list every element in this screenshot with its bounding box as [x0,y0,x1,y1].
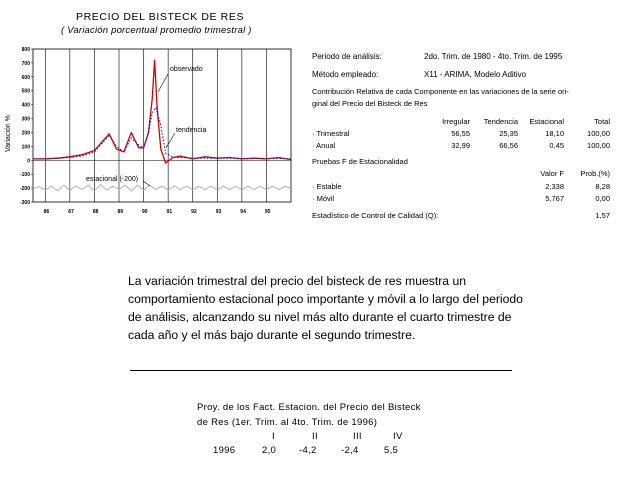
x-tick-label: 87 [68,209,74,215]
projection-header: I [272,431,275,442]
projection-row-label: 1996 [213,445,236,456]
line-chart [0,40,300,220]
y-tick-label: 500 [21,88,30,95]
y-tick-label: 300 [21,116,30,123]
x-tick-label: 90 [142,209,148,215]
x-tick-label: 91 [166,209,173,215]
ftests-title: Pruebas F de Estacionalidad [312,157,408,166]
x-tick-label: 92 [191,209,197,215]
ftests-cell: 5,767 [545,194,564,203]
period-label: Periodo de análisis: [312,52,382,61]
plot-area [33,49,291,202]
ftests-row-label: · Estable [312,182,342,191]
y-tick-label: 100 [21,144,30,151]
contrib-title-1: Contribución Relativa de cada Componente en las variaciones de la serie ori- [312,87,569,96]
y-tick-label: 700 [21,60,30,67]
chart-subtitle: ( Variación porcentual promedio trimestral ) [61,25,252,36]
x-tick-label: 88 [92,209,99,215]
contrib-cell: 56,55 [451,129,470,138]
contrib-row-label: · Trimestral [312,129,350,138]
projection-header: IV [393,431,403,442]
x-tick-label: 89 [117,209,124,215]
annotation-observed: observado [170,66,203,73]
y-axis-label: Variación % [5,115,12,152]
y-tick-label: 200 [21,130,30,137]
contrib-header-irregular: Irregular [442,117,470,126]
divider [130,370,512,371]
contrib-cell: 25,35 [499,129,518,138]
contrib-header-seasonal: Estacional [529,117,564,126]
y-tick-label: 0 [27,158,30,165]
ftests-row-label: · Móvil [312,194,335,203]
contrib-title-2: ginal del Precio del Bisteck de Res [312,99,428,108]
y-tick-label: 800 [21,47,30,53]
y-tick-label: -200 [19,186,30,193]
quality-value: 1,57 [595,211,610,220]
contrib-header-trend: Tendencia [483,117,518,126]
contrib-cell: 100,00 [587,141,610,150]
ftests-cell: 8,28 [595,182,610,191]
ftests-header-prob: Prob.(%) [580,169,610,178]
projection-header: III [353,431,362,442]
projection-title-2: de Res (1er. Trim. al 4to. Trim. de 1996) [197,417,378,428]
method-value: X11 - ARIMA, Modelo Aditivo [424,70,527,79]
y-tick-label: 600 [21,74,30,81]
period-value: 2do. Trim. de 1980 - 4to. Trim. de 1995 [424,52,563,61]
contrib-header-total: Total [594,117,610,126]
annotation-trend: tendencia [176,127,207,134]
contrib-row-label: · Anual [312,141,336,150]
x-tick-label: 93 [215,209,222,215]
x-tick-label: 95 [264,209,271,215]
ftests-cell: 2,338 [545,182,564,191]
projection-value: 2,0 [262,445,277,456]
chart-title: PRECIO DEL BISTECK DE RES [76,11,245,23]
ftests-header-value: Valor F [540,169,564,178]
projection-value: -4,2 [299,445,317,456]
quality-label: Estadístico de Control de Calidad (Q): [312,211,439,220]
description-paragraph: La variación trimestral del precio del bisteck de res muestra un comportamiento estacional poco importante y móvil a lo largo del periodo de análisis, alcanzando su nivel más alto durante el cuarto trimestre de cada año y el más bajo durante el segundo trimestre. [128,274,523,342]
x-tick-label: 86 [43,209,50,215]
contrib-cell: 32,99 [451,141,470,150]
y-tick-label: 400 [21,102,30,109]
y-tick-label: -300 [19,200,30,206]
contrib-cell: 18,10 [545,129,564,138]
ftests-cell: 0,00 [595,194,610,203]
contrib-cell: 100,00 [587,129,610,138]
projection-value: -2,4 [341,445,359,456]
projection-value: 5,5 [384,445,399,456]
contrib-cell: 66,56 [499,141,518,150]
x-tick-label: 94 [240,209,246,215]
method-label: Método empleado: [312,70,379,79]
y-tick-label: -100 [19,172,30,179]
contrib-cell: 0,45 [549,141,564,150]
projection-title-1: Proy. de los Fact. Estacion. del Precio del Bisteck [197,402,421,413]
annotation-seasonal: estacional (-200) [86,176,139,183]
projection-header: II [312,431,318,442]
